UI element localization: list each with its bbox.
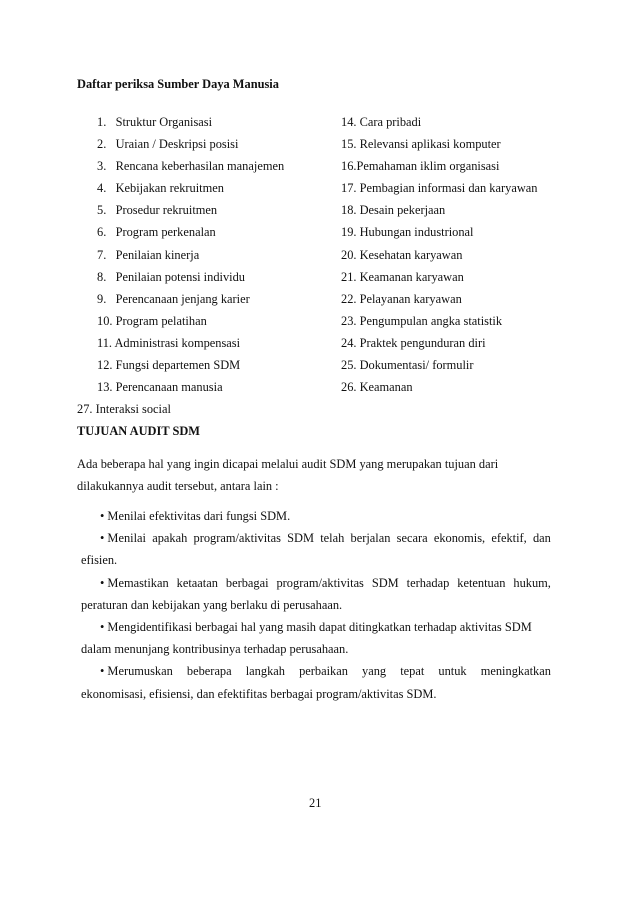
word: efektif, bbox=[491, 531, 527, 545]
word: • Merumuskan bbox=[100, 664, 173, 678]
bullet-continuation: peraturan dan kebijakan yang berlaku di perusahaan. bbox=[81, 598, 343, 612]
checklist-item: 4. Kebijakan rekruitmen bbox=[97, 181, 224, 195]
word: ketentuan bbox=[457, 576, 506, 590]
checklist-item: 16.Pemahaman iklim organisasi bbox=[341, 159, 500, 173]
checklist-item: 2. Uraian / Deskripsi posisi bbox=[97, 137, 239, 151]
word: secara bbox=[396, 531, 428, 545]
word: perbaikan bbox=[299, 664, 348, 678]
checklist-item: 9. Perencanaan jenjang karier bbox=[97, 292, 250, 306]
bullet-item: • Mengidentifikasi berbagai hal yang masih dapat ditingkatkan terhadap aktivitas SDM bbox=[100, 620, 532, 634]
word: dan bbox=[532, 531, 551, 545]
word: langkah bbox=[245, 664, 285, 678]
word: SDM bbox=[371, 576, 399, 590]
bullet-item bbox=[100, 532, 551, 544]
word: berjalan bbox=[350, 531, 391, 545]
bullet-continuation: ekonomisasi, efisiensi, dan efektifitas berbagai program/aktivitas SDM. bbox=[81, 687, 437, 701]
checklist-item: 7. Penilaian kinerja bbox=[97, 248, 200, 262]
checklist-item: 22. Pelayanan karyawan bbox=[341, 292, 462, 306]
word: SDM bbox=[287, 531, 314, 545]
word: telah bbox=[320, 531, 345, 545]
word: apakah bbox=[152, 531, 188, 545]
checklist-item: 8. Penilaian potensi individu bbox=[97, 270, 245, 284]
checklist-item: 3. Rencana keberhasilan manajemen bbox=[97, 159, 285, 173]
checklist-item: 18. Desain pekerjaan bbox=[341, 203, 446, 217]
intro-line: Ada beberapa hal yang ingin dicapai melalui audit SDM yang merupakan tujuan dari bbox=[77, 457, 499, 471]
intro-line: dilakukannya audit tersebut, antara lain : bbox=[77, 479, 279, 493]
checklist-item: 5. Prosedur rekruitmen bbox=[97, 203, 218, 217]
checklist-item-27: 27. Interaksi social bbox=[77, 402, 171, 416]
checklist-item: 10. Program pelatihan bbox=[97, 314, 207, 328]
word: ekonomis, bbox=[433, 531, 486, 545]
word: berbagai bbox=[225, 576, 269, 590]
word: hukum, bbox=[513, 576, 551, 590]
word: • Menilai bbox=[100, 531, 146, 545]
checklist-item: 24. Praktek pengunduran diri bbox=[341, 336, 486, 350]
bullet-item bbox=[100, 665, 551, 677]
word: • Memastikan bbox=[100, 576, 169, 590]
word: program/aktivitas bbox=[193, 531, 281, 545]
checklist-item: 11. Administrasi kompensasi bbox=[97, 336, 241, 350]
checklist-item: 15. Relevansi aplikasi komputer bbox=[341, 137, 501, 151]
checklist-item: 19. Hubungan industrional bbox=[341, 225, 474, 239]
word: yang bbox=[362, 664, 387, 678]
checklist-item: 26. Keamanan bbox=[341, 380, 413, 394]
checklist-item: 17. Pembagian informasi dan karyawan bbox=[341, 181, 538, 195]
checklist-item: 13. Perencanaan manusia bbox=[97, 380, 223, 394]
checklist-item: 1. Struktur Organisasi bbox=[97, 115, 213, 129]
checklist-item: 12. Fungsi departemen SDM bbox=[97, 358, 241, 372]
word: terhadap bbox=[406, 576, 450, 590]
word: beberapa bbox=[186, 664, 232, 678]
word: untuk bbox=[438, 664, 467, 678]
checklist-heading: Daftar periksa Sumber Daya Manusia bbox=[77, 77, 279, 91]
word: program/aktivitas bbox=[276, 576, 364, 590]
checklist-item: 20. Kesehatan karyawan bbox=[341, 248, 463, 262]
checklist-item: 21. Keamanan karyawan bbox=[341, 270, 464, 284]
bullet-continuation: dalam menunjang kontribusinya terhadap perusahaan. bbox=[81, 642, 349, 656]
bullet-item: • Menilai efektivitas dari fungsi SDM. bbox=[100, 509, 291, 523]
page-number: 21 bbox=[309, 796, 322, 810]
word: tepat bbox=[400, 664, 425, 678]
word: ketaatan bbox=[176, 576, 218, 590]
checklist-item: 14. Cara pribadi bbox=[341, 115, 422, 129]
checklist-item: 23. Pengumpulan angka statistik bbox=[341, 314, 503, 328]
bullet-item bbox=[100, 577, 551, 589]
bullet-continuation: efisien. bbox=[81, 553, 118, 567]
word: meningkatkan bbox=[480, 664, 551, 678]
section-title: TUJUAN AUDIT SDM bbox=[77, 424, 201, 438]
checklist-item: 6. Program perkenalan bbox=[97, 225, 216, 239]
checklist-item: 25. Dokumentasi/ formulir bbox=[341, 358, 474, 372]
